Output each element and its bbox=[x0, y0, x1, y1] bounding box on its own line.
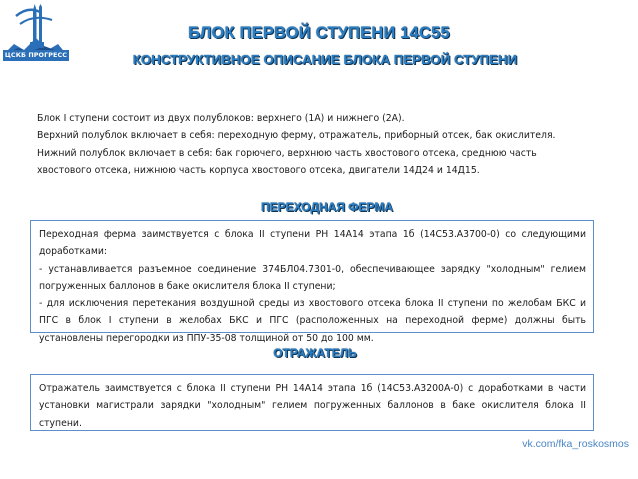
page-title: БЛОК ПЕРВОЙ СТУПЕНИ 14С55 bbox=[188, 24, 450, 42]
section-paragraph: Переходная ферма заимствуется с блока II ступени РН 14А14 этапа 1б (14С53.А3700-0) со следующими доработками: bbox=[39, 229, 586, 258]
section-paragraph: - для исключения перетекания воздушной среды из хвостового отсека блока II ступени по желобам БКС и ПГС в блок I ступени в желобах БКС и ПГС (расположенных на переходной ферме) должны быть установлены перегородки из ППУ-35-08 толщиной от 50 до 100 мм. bbox=[39, 298, 586, 344]
footer-link[interactable]: vk.com/fka_roskosmos bbox=[522, 438, 629, 450]
section-paragraph: Отражатель заимствуется с блока II ступени РН 14А14 этапа 1б (14С53.А3200А-0) с доработками в части установки магистрали зарядки "холодным" гелием погруженных баллонов в баке окислителя блока II ступени. bbox=[39, 383, 586, 429]
logo-text: ЦСКБ ПРОГРЕСС bbox=[4, 51, 68, 59]
intro-line: Верхний полублок включает в себя: переходную ферму, отражатель, приборный отсек, бак окислителя. bbox=[37, 130, 556, 142]
page-subtitle: КОНСТРУКТИВНОЕ ОПИСАНИЕ БЛОКА ПЕРВОЙ СТУПЕНИ bbox=[132, 52, 518, 67]
section-box-transition-truss bbox=[30, 220, 594, 344]
section-box-reflector bbox=[30, 374, 594, 431]
intro-text bbox=[37, 110, 607, 180]
section-paragraph: - устанавливается разъемное соединение 374БЛ04.7301-0, обеспечивающее зарядку "холодным" гелием погруженных баллонов в баке окислителя блока II ступени; bbox=[39, 263, 586, 292]
intro-line: Нижний полублок включает в себя: бак горючего, верхнюю часть хвостового отсека, среднюю часть bbox=[37, 147, 537, 159]
intro-line: хвостового отсека, нижнюю часть корпуса хвостового отсека, двигатели 14Д24 и 14Д15. bbox=[37, 165, 480, 177]
section-title-reflector: ОТРАЖАТЕЛЬ bbox=[273, 346, 357, 360]
section-title-transition-truss: ПЕРЕХОДНАЯ ФЕРМА bbox=[260, 200, 394, 214]
intro-line: Блок I ступени состоит из двух полублоков: верхнего (1А) и нижнего (2А). bbox=[37, 113, 405, 124]
